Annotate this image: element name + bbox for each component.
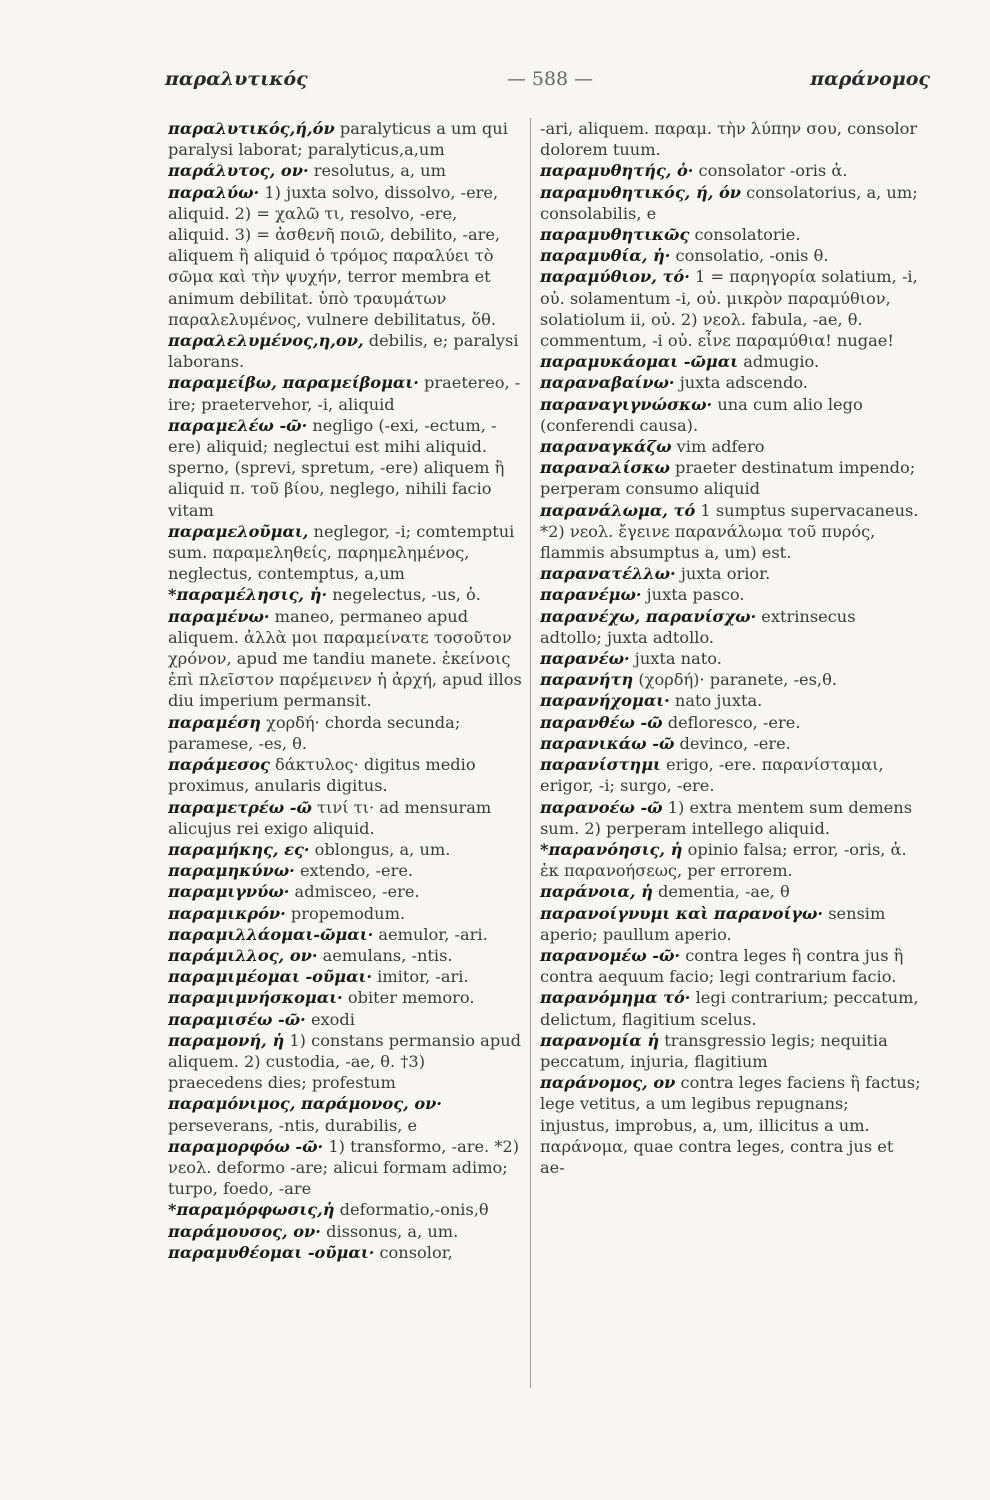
dictionary-entry: [168, 712, 523, 754]
dictionary-entry: [168, 797, 523, 839]
entry-gloss: 1) extra mentem sum demens sum. 2) perperam intellego aliquid.: [540, 797, 912, 838]
entry-gloss: τινί τι· ad mensuram alicujus rei exigo aliquid.: [168, 797, 492, 838]
page-number: — 588 —: [506, 68, 594, 90]
entry-gloss: praetereo, -ire; praetervehor, -i, aliquid: [168, 373, 521, 414]
entry-lemma: παραμιμέομαι -οῦμαι·: [168, 967, 372, 987]
entry-lemma: παρανέμω·: [540, 585, 642, 605]
entry-gloss: sensim aperio; paullum aperio.: [540, 903, 886, 944]
dictionary-entry: [540, 648, 922, 669]
entry-gloss: devinco, -ere.: [674, 733, 791, 753]
entry-gloss: negelectus, -us, ὁ.: [327, 585, 481, 605]
entry-gloss: juxta nato.: [629, 649, 722, 669]
right-running-headword: παράνομος: [810, 68, 930, 90]
dictionary-entry: [168, 1242, 523, 1263]
right-column: [540, 118, 922, 1408]
entry-lemma: παραναλίσκω: [540, 458, 670, 478]
entry-lemma: παρανάλωμα, τό: [540, 500, 696, 520]
entry-lemma: παρανήχομαι·: [540, 691, 670, 711]
entry-lemma: παραμυθητικῶς: [540, 225, 690, 245]
entry-lemma: παράνοια, ἡ: [540, 882, 653, 902]
dictionary-entry: [540, 563, 922, 584]
dictionary-entry: [540, 584, 922, 605]
entry-lemma: παραμένω·: [168, 606, 270, 626]
entry-gloss: oblongus, a, um.: [309, 839, 451, 859]
dictionary-entry: [540, 797, 922, 839]
entry-lemma: παρανίστημι: [540, 755, 661, 775]
dictionary-entry: [540, 457, 922, 499]
entry-lemma: παραναγκάζω: [540, 437, 672, 457]
entry-lemma: παραμυκάομαι -ῶμαι: [540, 352, 739, 372]
dictionary-entry: [540, 160, 922, 181]
entry-gloss: juxta adscendo.: [674, 373, 808, 393]
dictionary-entry: [540, 606, 922, 648]
entry-lemma: παραμήκης, ες·: [168, 839, 310, 859]
dictionary-entry: [168, 606, 523, 712]
entry-lemma: παραμελέω -ῶ·: [168, 415, 308, 435]
dictionary-entry: [168, 330, 523, 372]
dictionary-entry: [540, 839, 922, 881]
entry-gloss: aemulor, -ari.: [373, 924, 488, 944]
entry-gloss: vim adfero: [671, 437, 765, 457]
left-running-headword: παραλυτικός: [165, 68, 308, 90]
entry-lemma: παρανθέω -ῶ: [540, 712, 663, 732]
dictionary-entry: [540, 1030, 922, 1072]
entry-lemma: παραναγιγνώσκω·: [540, 394, 713, 414]
entry-lemma: παραμυθητικός, ή, όν: [540, 182, 742, 202]
entry-gloss: -ari, aliquem. παραμ. τὴν λύπην σου, consolor dolorem tuum.: [540, 119, 918, 160]
entry-lemma: παρανήτη: [540, 670, 634, 690]
entry-gloss: juxta orior.: [675, 564, 771, 584]
dictionary-entry: [540, 224, 922, 245]
dictionary-entry: [168, 860, 523, 881]
entry-gloss: resolutus, a, um: [308, 161, 446, 181]
entry-gloss: consolator -oris ἀ.: [693, 161, 848, 181]
entry-gloss: extendo, -ere.: [294, 861, 414, 881]
dictionary-entry: [168, 945, 523, 966]
entry-gloss: contra leges faciens ἢ factus; lege vetitus, a um legibus repugnans; injustus, improbus, a, um, illicitus a um. παράνομα, quae contra leges, contra jus et ae-: [540, 1073, 921, 1177]
entry-lemma: παραμυθία, ἡ·: [540, 246, 671, 266]
dictionary-entry: [540, 903, 922, 945]
entry-lemma: παραμηκύνω·: [168, 861, 295, 881]
entry-gloss: legi contrarium; peccatum, delictum, flagitium scelus.: [540, 988, 919, 1029]
entry-gloss: imitor, -ari.: [372, 967, 469, 987]
entry-lemma: παραμέση: [168, 712, 261, 732]
entry-lemma: παραμυθέομαι -οῦμαι·: [168, 1242, 375, 1262]
dictionary-entry: [540, 436, 922, 457]
dictionary-entry: [540, 945, 922, 987]
entry-lemma: παραμετρέω -ῶ: [168, 797, 312, 817]
entry-gloss: praeter destinatum impendo; perperam consumo aliquid: [540, 458, 916, 499]
entry-gloss: nato juxta.: [669, 691, 763, 711]
entry-gloss: consolatorie.: [689, 225, 801, 245]
dictionary-entry: [168, 987, 523, 1008]
dictionary-entry: [168, 1136, 523, 1200]
entry-lemma: παραμύθιον, τό·: [540, 267, 690, 287]
dictionary-entry: [540, 351, 922, 372]
entry-lemma: παρανομία ἡ: [540, 1030, 660, 1050]
entry-gloss: admisceo, -ere.: [289, 882, 420, 902]
entry-gloss: consolatorius, a, um; consolabilis, e: [540, 182, 918, 223]
entry-lemma: παραμιλλάομαι-ῶμαι·: [168, 924, 374, 944]
entry-gloss: perseverans, -ntis, durabilis, e: [168, 1115, 418, 1135]
entry-gloss: 1) constans permansio apud aliquem. 2) custodia, -ae, θ. †3) praecedens dies; profestum: [168, 1030, 521, 1093]
entry-gloss: paralyticus a um qui paralysi laborat; paralyticus,a,um: [168, 119, 508, 160]
dictionary-entry: [540, 372, 922, 393]
entry-lemma: *παραμόρφωσις,ἡ: [168, 1200, 335, 1220]
entry-gloss: 1 = παρηγορία solatium, -i, οὐ. solamentum -i, οὐ. μικρὸν παραμύθιον, solatiolum ii, οὐ. 2) νεολ. fabula, -ae, θ. commentum, -i οὐ. εἶνε παραμύθια! nugae!: [540, 267, 918, 351]
entry-gloss: una cum alio lego (conferendi causa).: [540, 394, 863, 435]
entry-gloss: extrinsecus adtollo; juxta adtollo.: [540, 606, 856, 647]
dictionary-entry: [168, 521, 523, 585]
dictionary-entry: [168, 1221, 523, 1242]
entry-lemma: παραμελοῦμαι,: [168, 521, 309, 541]
dictionary-entry: [168, 182, 523, 330]
entry-lemma: *παραμέλησις, ἡ·: [168, 585, 328, 605]
entry-gloss: defloresco, -ere.: [662, 712, 801, 732]
dictionary-entry: [540, 881, 922, 902]
entry-gloss: obiter memoro.: [342, 988, 475, 1008]
entry-gloss: consolor,: [374, 1242, 453, 1262]
entry-lemma: παραμιγνύω·: [168, 882, 290, 902]
entry-gloss: debilis, e; paralysi laborans.: [168, 331, 519, 372]
dictionary-entry: [168, 160, 523, 181]
entry-gloss: propemodum.: [285, 903, 406, 923]
entry-lemma: παραμόνιμος, παράμονος, ον·: [168, 1094, 443, 1114]
entry-lemma: παρανομέω -ῶ·: [540, 945, 681, 965]
entry-gloss: contra leges ἢ contra jus ἢ contra aequum facio; legi contrarium facio.: [540, 945, 904, 987]
dictionary-entry: [540, 182, 922, 224]
dictionary-entry: [168, 966, 523, 987]
dictionary-entry: [540, 1072, 922, 1178]
dictionary-entry: [168, 1009, 523, 1030]
entry-gloss: dementia, -ae, θ: [652, 882, 790, 902]
dictionary-entry: [540, 118, 922, 160]
entry-gloss: deformatio,-onis,θ: [334, 1200, 489, 1220]
dictionary-entry: [168, 372, 523, 414]
entry-gloss: 1 sumptus supervacaneus. *2) νεολ. ἔγεινε παρανάλωμα τοῦ πυρός, flammis absumptus a, um) est.: [540, 500, 919, 563]
dictionary-entry: [540, 245, 922, 266]
entry-lemma: παρανέω·: [540, 649, 630, 669]
dictionary-entry: [168, 754, 523, 796]
entry-gloss: χορδή· chorda secunda; paramese, -es, θ.: [168, 712, 461, 753]
dictionary-entry: [168, 903, 523, 924]
entry-gloss: negligo (-exi, -ectum, -ere) aliquid; neglectui est mihi aliquid. sperno, (sprevi, spretum, -ere) aliquem ἢ aliquid π. τοῦ βίου, neglego, nihili facio vitam: [168, 415, 505, 520]
entry-lemma: παραναβαίνω·: [540, 373, 675, 393]
entry-lemma: παράλυτος, ον·: [168, 161, 309, 181]
dictionary-entry: [540, 754, 922, 796]
entry-gloss: (χορδή)· paranete, -es,θ.: [633, 670, 837, 690]
dictionary-entry: [540, 394, 922, 436]
entry-gloss: admugio.: [738, 352, 820, 372]
entry-gloss: maneo, permaneo apud aliquem. ἀλλὰ μοι παραμείνατε τοσοῦτον χρόνον, apud me tandiu manete. ἐκείνοις ἐπὶ πλεῖστον παρέμεινεν ἡ ἀρχή, apud illos diu imperium permansit.: [168, 606, 522, 711]
left-column: [168, 118, 523, 1408]
entry-gloss: δάκτυλος· digitus medio proximus, anularis digitus.: [168, 755, 476, 796]
dictionary-entry: [168, 1199, 523, 1220]
entry-lemma: παραμισέω -ῶ·: [168, 1009, 306, 1029]
entry-lemma: παραμονή, ἡ: [168, 1030, 285, 1050]
entry-gloss: 1) juxta solvo, dissolvo, -ere, aliquid. 2) = χαλῶ τι, resolvo, -ere, aliquid. 3) = ἀσθενῆ ποιῶ, debilito, -are, aliquem ἢ aliquid ὁ τρόμος παραλύει τὸ σῶμα καὶ τὴν ψυχήν, terror membra et animum debilitat. ὑπὸ τραυμάτων παραλελυμένος, vulnere debilitatus, ὅθ.: [168, 182, 501, 329]
entry-gloss: aemulans, -ntis.: [317, 945, 453, 965]
dictionary-entry: [168, 584, 523, 605]
dictionary-entry: [168, 924, 523, 945]
entry-lemma: παραλύω·: [168, 182, 260, 202]
entry-lemma: παράμουσος, ον·: [168, 1221, 321, 1241]
entry-gloss: neglegor, -i; comtemptui sum. παραμεληθείς, παρημελημένος, neglectus, contemptus, a,um: [168, 521, 515, 584]
entry-lemma: *παρανόησις, ἡ: [540, 839, 683, 859]
entry-gloss: transgressio legis; nequitia peccatum, injuria, flagitium: [540, 1030, 888, 1071]
dictionary-entry: [168, 118, 523, 160]
entry-lemma: παρανοέω -ῶ: [540, 797, 663, 817]
dictionary-entry: [168, 1030, 523, 1094]
dictionary-entry: [168, 881, 523, 902]
entry-gloss: opinio falsa; error, -oris, ἀ. ἐκ παρανοήσεως, per errorem.: [540, 839, 907, 881]
entry-gloss: exodi: [305, 1009, 355, 1029]
entry-lemma: παρανικάω -ῶ: [540, 733, 675, 753]
entry-gloss: juxta pasco.: [641, 585, 745, 605]
entry-gloss: 1) transformo, -are. *2) νεολ. deformo -are; alicui formam adimo; turpo, foedo, -are: [168, 1136, 520, 1199]
dictionary-entry: [540, 669, 922, 690]
entry-lemma: παραμορφόω -ῶ·: [168, 1136, 324, 1156]
dictionary-entry: [168, 1093, 523, 1135]
entry-gloss: erigo, -ere. παρανίσταμαι, erigor, -i; surgo, -ere.: [540, 755, 884, 796]
dictionary-entry: [168, 839, 523, 860]
dictionary-entry: [540, 690, 922, 711]
entry-lemma: παρανόμημα τό·: [540, 988, 691, 1008]
page-header: [165, 68, 930, 96]
entry-lemma: παρανατέλλω·: [540, 564, 676, 584]
entry-lemma: παραμικρόν·: [168, 903, 286, 923]
entry-lemma: παρανέχω, παρανίσχω·: [540, 606, 757, 626]
dictionary-entry: [540, 733, 922, 754]
entry-gloss: consolatio, -onis θ.: [670, 246, 829, 266]
entry-lemma: παράμιλλος, ον·: [168, 945, 318, 965]
entry-lemma: παράνομος, ον: [540, 1073, 676, 1093]
entry-lemma: παραμυθητής, ὁ·: [540, 161, 694, 181]
entry-lemma: παραμιμνήσκομαι·: [168, 988, 343, 1008]
column-divider: [530, 118, 531, 1388]
dictionary-entry: [540, 987, 922, 1029]
entry-lemma: παραλελυμένος,η,ον,: [168, 331, 364, 351]
entry-lemma: παραλυτικός,ή,όν: [168, 119, 335, 138]
entry-lemma: παραμείβω, παραμείβομαι·: [168, 373, 419, 393]
dictionary-entry: [168, 415, 523, 521]
entry-lemma: παράμεσος: [168, 755, 270, 775]
entry-gloss: dissonus, a, um.: [320, 1221, 459, 1241]
dictionary-entry: [540, 712, 922, 733]
dictionary-entry: [540, 500, 922, 564]
entry-lemma: παρανοίγνυμι καὶ παρανοίγω·: [540, 903, 824, 923]
dictionary-entry: [540, 266, 922, 351]
